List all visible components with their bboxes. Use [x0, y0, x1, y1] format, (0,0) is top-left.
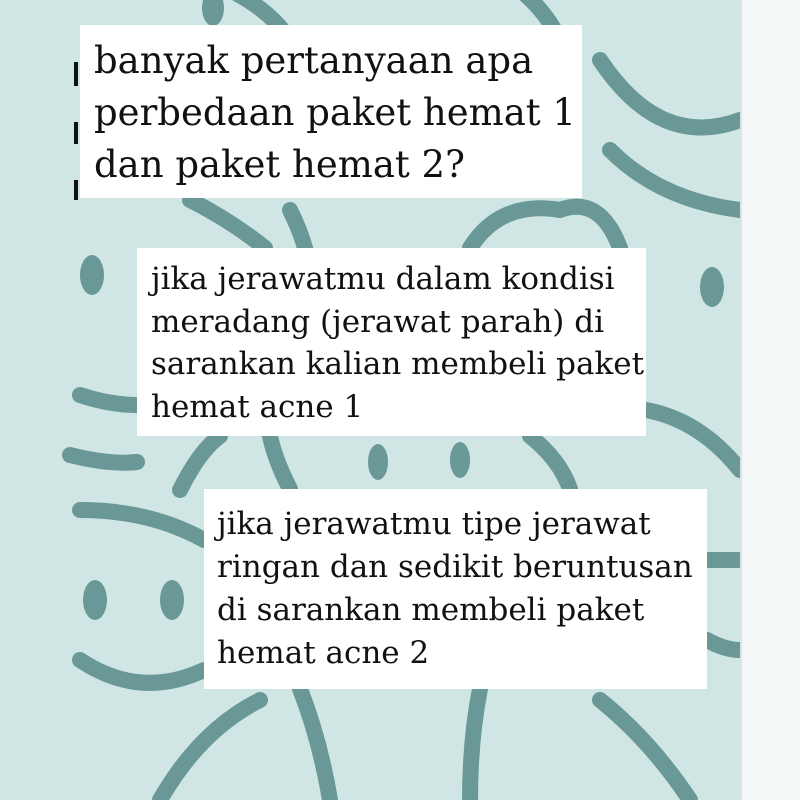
smiley-mouth-icon	[290, 210, 305, 248]
smiley-mouth-icon	[70, 455, 137, 463]
smiley-eye-icon	[700, 267, 724, 307]
answer-card-acne-2	[204, 489, 707, 689]
smiley-mouth-icon	[80, 395, 137, 405]
smiley-mouth-icon	[160, 700, 260, 800]
answer-line: jika jerawatmu dalam kondisi	[151, 261, 615, 297]
smiley-mouth-icon	[80, 660, 204, 683]
answer-line: jika jerawatmu tipe jerawat	[217, 506, 651, 542]
left-edge-mark	[74, 122, 78, 144]
smiley-mouth-icon	[180, 436, 220, 490]
answer-line: hemat acne 2	[217, 635, 430, 671]
smiley-mouth-icon	[560, 207, 620, 248]
question-card	[80, 25, 582, 198]
smiley-eye-icon	[450, 442, 470, 478]
question-line: perbedaan paket hemat 1	[94, 91, 576, 134]
smiley-eye-icon	[202, 0, 224, 26]
answer-line: hemat acne 1	[151, 388, 364, 425]
smiley-mouth-icon	[707, 640, 740, 650]
smiley-mouth-icon	[270, 436, 290, 489]
answer-line: di sarankan membeli paket	[217, 592, 645, 628]
left-edge-mark	[74, 180, 78, 200]
smiley-eye-icon	[160, 580, 184, 620]
answer-line: ringan dan sedikit beruntusan	[217, 549, 693, 585]
smiley-eye-icon	[80, 255, 104, 295]
right-margin-strip	[740, 0, 800, 800]
smiley-mouth-icon	[600, 700, 690, 800]
smiley-mouth-icon	[610, 150, 740, 210]
smiley-mouth-icon	[190, 200, 265, 248]
answer-card-acne-1	[137, 248, 646, 436]
question-line: dan paket hemat 2?	[94, 143, 465, 186]
smiley-mouth-icon	[300, 689, 330, 800]
smiley-eye-icon	[368, 444, 388, 480]
answer-line: meradang (jerawat parah) di	[151, 303, 605, 340]
smiley-mouth-icon	[80, 510, 204, 540]
question-line: banyak pertanyaan apa	[94, 39, 534, 82]
smiley-mouth-icon	[530, 436, 570, 489]
smiley-mouth-icon	[646, 410, 740, 470]
smiley-mouth-icon	[470, 689, 480, 800]
smiley-mouth-icon	[470, 208, 560, 248]
smiley-eye-icon	[83, 580, 107, 620]
left-edge-mark	[74, 62, 78, 86]
smiley-mouth-icon	[600, 60, 740, 128]
answer-line: sarankan kalian membeli paket	[151, 346, 645, 382]
